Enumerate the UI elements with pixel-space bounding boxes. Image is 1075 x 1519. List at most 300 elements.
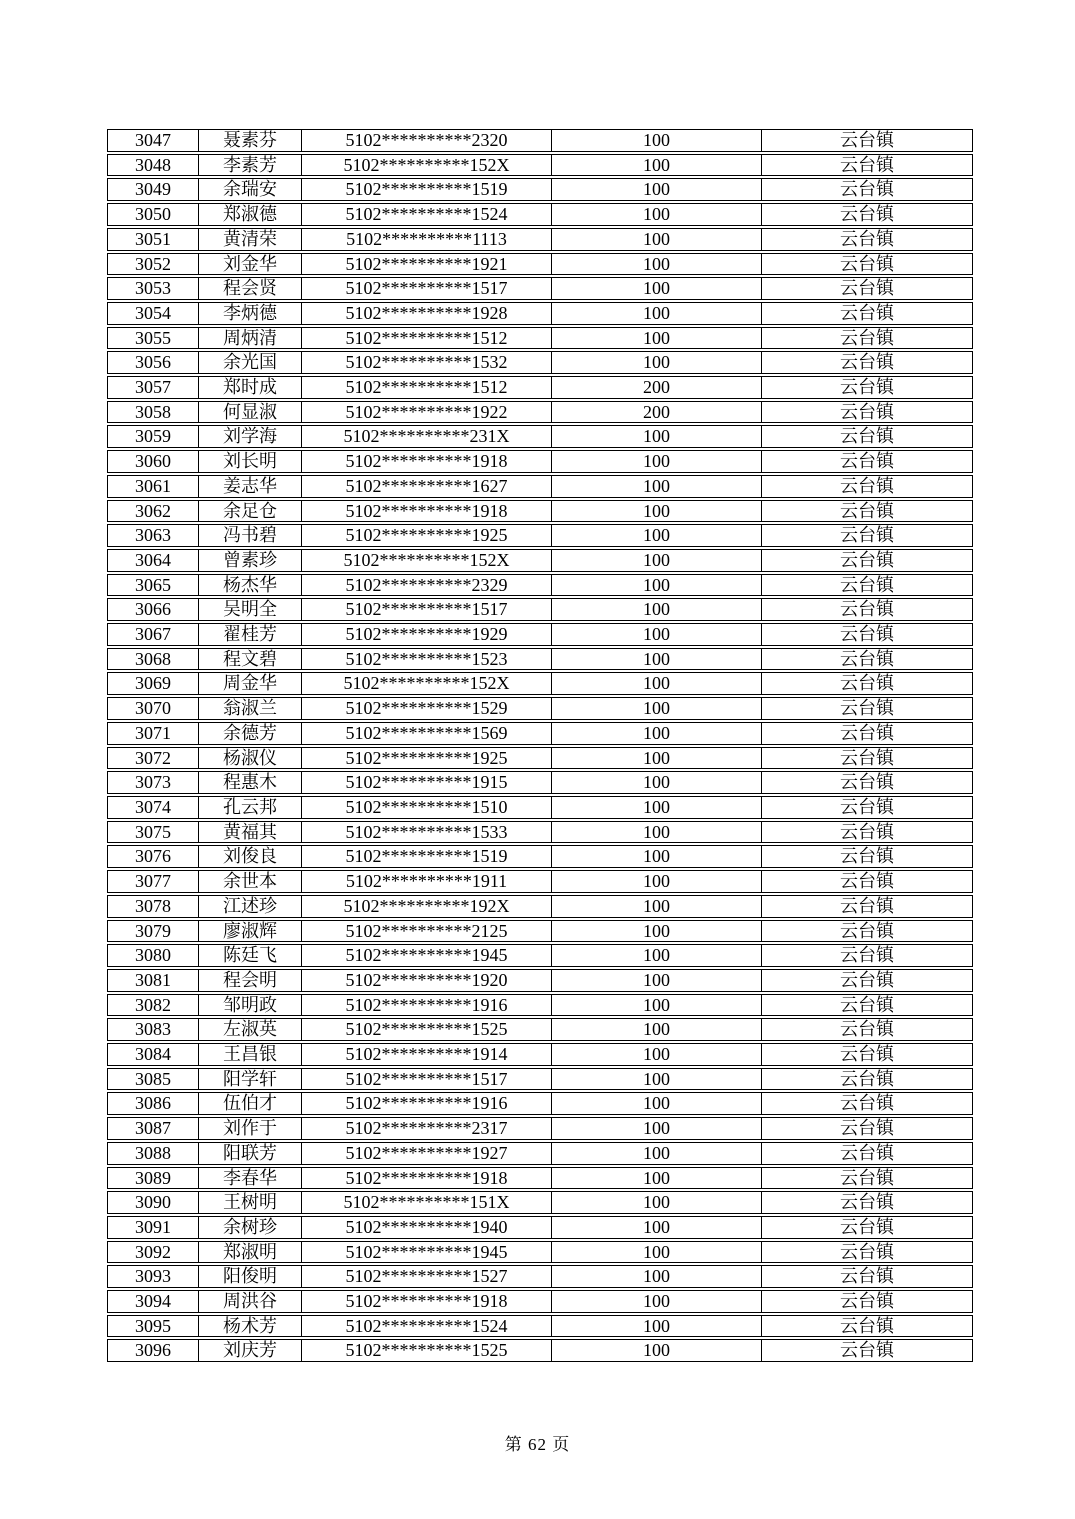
cell-index: 3090 bbox=[107, 1191, 199, 1214]
cell-id-number: 5102**********1525 bbox=[302, 1018, 552, 1041]
cell-amount: 100 bbox=[552, 1068, 762, 1091]
cell-name: 王昌银 bbox=[199, 1043, 302, 1066]
cell-id-number: 5102**********1921 bbox=[302, 253, 552, 276]
cell-town: 云台镇 bbox=[762, 1117, 973, 1140]
cell-name: 杨淑仪 bbox=[199, 747, 302, 770]
cell-name: 余瑞安 bbox=[199, 178, 302, 201]
cell-name: 郑淑德 bbox=[199, 203, 302, 226]
cell-amount: 100 bbox=[552, 129, 762, 152]
cell-name: 李炳德 bbox=[199, 302, 302, 325]
cell-index: 3052 bbox=[107, 253, 199, 276]
cell-amount: 100 bbox=[552, 1216, 762, 1239]
cell-town: 云台镇 bbox=[762, 1290, 973, 1313]
cell-index: 3095 bbox=[107, 1315, 199, 1338]
cell-name: 孔云邦 bbox=[199, 796, 302, 819]
cell-index: 3081 bbox=[107, 969, 199, 992]
cell-id-number: 5102**********1914 bbox=[302, 1043, 552, 1066]
cell-town: 云台镇 bbox=[762, 1142, 973, 1165]
cell-id-number: 5102**********1527 bbox=[302, 1265, 552, 1288]
cell-id-number: 5102**********1945 bbox=[302, 1241, 552, 1264]
cell-amount: 100 bbox=[552, 228, 762, 251]
cell-id-number: 5102**********1510 bbox=[302, 796, 552, 819]
cell-amount: 100 bbox=[552, 1290, 762, 1313]
cell-index: 3075 bbox=[107, 821, 199, 844]
cell-index: 3087 bbox=[107, 1117, 199, 1140]
cell-name: 黄福其 bbox=[199, 821, 302, 844]
cell-town: 云台镇 bbox=[762, 895, 973, 918]
table-row bbox=[107, 253, 973, 276]
cell-amount: 100 bbox=[552, 302, 762, 325]
cell-town: 云台镇 bbox=[762, 845, 973, 868]
cell-name: 杨杰华 bbox=[199, 574, 302, 597]
cell-amount: 100 bbox=[552, 944, 762, 967]
cell-id-number: 5102**********1524 bbox=[302, 203, 552, 226]
table-row bbox=[107, 450, 973, 473]
cell-amount: 200 bbox=[552, 376, 762, 399]
table-row bbox=[107, 1315, 973, 1338]
cell-town: 云台镇 bbox=[762, 672, 973, 695]
table-row bbox=[107, 228, 973, 251]
cell-name: 聂素芬 bbox=[199, 129, 302, 152]
table-row bbox=[107, 1216, 973, 1239]
cell-index: 3064 bbox=[107, 549, 199, 572]
cell-id-number: 5102**********1925 bbox=[302, 524, 552, 547]
cell-id-number: 5102**********1916 bbox=[302, 994, 552, 1017]
cell-amount: 200 bbox=[552, 401, 762, 424]
cell-name: 王树明 bbox=[199, 1191, 302, 1214]
cell-amount: 100 bbox=[552, 845, 762, 868]
cell-id-number: 5102**********152X bbox=[302, 672, 552, 695]
cell-name: 周炳清 bbox=[199, 327, 302, 350]
cell-amount: 100 bbox=[552, 277, 762, 300]
cell-town: 云台镇 bbox=[762, 598, 973, 621]
cell-index: 3060 bbox=[107, 450, 199, 473]
table-row bbox=[107, 598, 973, 621]
cell-id-number: 5102**********1915 bbox=[302, 771, 552, 794]
table-row bbox=[107, 796, 973, 819]
cell-amount: 100 bbox=[552, 475, 762, 498]
table-row bbox=[107, 821, 973, 844]
cell-id-number: 5102**********1512 bbox=[302, 376, 552, 399]
cell-name: 阳学轩 bbox=[199, 1068, 302, 1091]
cell-index: 3049 bbox=[107, 178, 199, 201]
cell-index: 3079 bbox=[107, 920, 199, 943]
cell-town: 云台镇 bbox=[762, 1339, 973, 1362]
cell-id-number: 5102**********1517 bbox=[302, 598, 552, 621]
cell-index: 3082 bbox=[107, 994, 199, 1017]
cell-id-number: 5102**********1533 bbox=[302, 821, 552, 844]
cell-amount: 100 bbox=[552, 920, 762, 943]
cell-town: 云台镇 bbox=[762, 648, 973, 671]
cell-name: 翟桂芳 bbox=[199, 623, 302, 646]
cell-town: 云台镇 bbox=[762, 771, 973, 794]
cell-index: 3047 bbox=[107, 129, 199, 152]
table-row bbox=[107, 351, 973, 374]
cell-town: 云台镇 bbox=[762, 1018, 973, 1041]
cell-town: 云台镇 bbox=[762, 154, 973, 177]
cell-index: 3053 bbox=[107, 277, 199, 300]
cell-id-number: 5102**********2317 bbox=[302, 1117, 552, 1140]
cell-amount: 100 bbox=[552, 796, 762, 819]
cell-index: 3076 bbox=[107, 845, 199, 868]
cell-name: 江述珍 bbox=[199, 895, 302, 918]
cell-index: 3093 bbox=[107, 1265, 199, 1288]
payment-roster-body bbox=[107, 129, 973, 1362]
cell-index: 3074 bbox=[107, 796, 199, 819]
cell-amount: 100 bbox=[552, 1018, 762, 1041]
table-row bbox=[107, 376, 973, 399]
cell-amount: 100 bbox=[552, 1241, 762, 1264]
cell-town: 云台镇 bbox=[762, 920, 973, 943]
cell-amount: 100 bbox=[552, 870, 762, 893]
cell-index: 3091 bbox=[107, 1216, 199, 1239]
cell-name: 左淑英 bbox=[199, 1018, 302, 1041]
table-row bbox=[107, 920, 973, 943]
cell-town: 云台镇 bbox=[762, 944, 973, 967]
cell-town: 云台镇 bbox=[762, 327, 973, 350]
cell-amount: 100 bbox=[552, 351, 762, 374]
cell-id-number: 5102**********1927 bbox=[302, 1142, 552, 1165]
cell-amount: 100 bbox=[552, 623, 762, 646]
cell-town: 云台镇 bbox=[762, 425, 973, 448]
cell-town: 云台镇 bbox=[762, 549, 973, 572]
cell-id-number: 5102**********1925 bbox=[302, 747, 552, 770]
cell-amount: 100 bbox=[552, 524, 762, 547]
cell-name: 刘金华 bbox=[199, 253, 302, 276]
table-row bbox=[107, 1117, 973, 1140]
cell-amount: 100 bbox=[552, 771, 762, 794]
table-row bbox=[107, 994, 973, 1017]
table-row bbox=[107, 870, 973, 893]
table-row bbox=[107, 1290, 973, 1313]
cell-name: 余足仓 bbox=[199, 500, 302, 523]
cell-id-number: 5102**********1916 bbox=[302, 1092, 552, 1115]
cell-id-number: 5102**********1523 bbox=[302, 648, 552, 671]
cell-name: 刘庆芳 bbox=[199, 1339, 302, 1362]
cell-amount: 100 bbox=[552, 969, 762, 992]
cell-id-number: 5102**********1940 bbox=[302, 1216, 552, 1239]
cell-name: 何显淑 bbox=[199, 401, 302, 424]
cell-name: 伍伯才 bbox=[199, 1092, 302, 1115]
table-row bbox=[107, 648, 973, 671]
cell-name: 周洪谷 bbox=[199, 1290, 302, 1313]
table-row bbox=[107, 1142, 973, 1165]
cell-id-number: 5102**********1918 bbox=[302, 1290, 552, 1313]
cell-amount: 100 bbox=[552, 1117, 762, 1140]
payment-roster-table bbox=[107, 127, 973, 1364]
cell-id-number: 5102**********152X bbox=[302, 154, 552, 177]
cell-id-number: 5102**********1529 bbox=[302, 697, 552, 720]
cell-amount: 100 bbox=[552, 1142, 762, 1165]
cell-amount: 100 bbox=[552, 598, 762, 621]
table-row bbox=[107, 1339, 973, 1362]
cell-town: 云台镇 bbox=[762, 129, 973, 152]
table-row bbox=[107, 771, 973, 794]
cell-index: 3094 bbox=[107, 1290, 199, 1313]
table-row bbox=[107, 327, 973, 350]
cell-town: 云台镇 bbox=[762, 475, 973, 498]
cell-name: 余德芳 bbox=[199, 722, 302, 745]
cell-name: 李春华 bbox=[199, 1167, 302, 1190]
cell-id-number: 5102**********1627 bbox=[302, 475, 552, 498]
table-row bbox=[107, 500, 973, 523]
cell-index: 3080 bbox=[107, 944, 199, 967]
cell-index: 3092 bbox=[107, 1241, 199, 1264]
cell-amount: 100 bbox=[552, 154, 762, 177]
cell-index: 3071 bbox=[107, 722, 199, 745]
cell-index: 3089 bbox=[107, 1167, 199, 1190]
cell-index: 3057 bbox=[107, 376, 199, 399]
cell-name: 阳联芳 bbox=[199, 1142, 302, 1165]
cell-name: 李素芳 bbox=[199, 154, 302, 177]
cell-amount: 100 bbox=[552, 1265, 762, 1288]
cell-name: 黄清荣 bbox=[199, 228, 302, 251]
cell-id-number: 5102**********1519 bbox=[302, 178, 552, 201]
cell-town: 云台镇 bbox=[762, 1068, 973, 1091]
cell-town: 云台镇 bbox=[762, 574, 973, 597]
table-row bbox=[107, 401, 973, 424]
cell-id-number: 5102**********1911 bbox=[302, 870, 552, 893]
cell-amount: 100 bbox=[552, 203, 762, 226]
cell-name: 刘长明 bbox=[199, 450, 302, 473]
cell-id-number: 5102**********192X bbox=[302, 895, 552, 918]
cell-town: 云台镇 bbox=[762, 1315, 973, 1338]
cell-town: 云台镇 bbox=[762, 1216, 973, 1239]
cell-town: 云台镇 bbox=[762, 1191, 973, 1214]
cell-town: 云台镇 bbox=[762, 747, 973, 770]
cell-town: 云台镇 bbox=[762, 178, 973, 201]
cell-name: 翁淑兰 bbox=[199, 697, 302, 720]
cell-index: 3096 bbox=[107, 1339, 199, 1362]
cell-town: 云台镇 bbox=[762, 277, 973, 300]
cell-index: 3068 bbox=[107, 648, 199, 671]
cell-name: 余世本 bbox=[199, 870, 302, 893]
table-row bbox=[107, 475, 973, 498]
cell-id-number: 5102**********1517 bbox=[302, 1068, 552, 1091]
cell-amount: 100 bbox=[552, 549, 762, 572]
cell-amount: 100 bbox=[552, 450, 762, 473]
cell-town: 云台镇 bbox=[762, 796, 973, 819]
cell-index: 3051 bbox=[107, 228, 199, 251]
cell-amount: 100 bbox=[552, 672, 762, 695]
table-row bbox=[107, 722, 973, 745]
table-row bbox=[107, 1018, 973, 1041]
cell-index: 3054 bbox=[107, 302, 199, 325]
cell-town: 云台镇 bbox=[762, 994, 973, 1017]
cell-amount: 100 bbox=[552, 1315, 762, 1338]
cell-amount: 100 bbox=[552, 574, 762, 597]
cell-town: 云台镇 bbox=[762, 351, 973, 374]
cell-name: 程会明 bbox=[199, 969, 302, 992]
table-row bbox=[107, 425, 973, 448]
cell-id-number: 5102**********1918 bbox=[302, 1167, 552, 1190]
cell-amount: 100 bbox=[552, 1339, 762, 1362]
cell-amount: 100 bbox=[552, 747, 762, 770]
table-row bbox=[107, 944, 973, 967]
cell-name: 刘作于 bbox=[199, 1117, 302, 1140]
table-row bbox=[107, 203, 973, 226]
cell-name: 程惠木 bbox=[199, 771, 302, 794]
cell-town: 云台镇 bbox=[762, 821, 973, 844]
cell-id-number: 5102**********1918 bbox=[302, 450, 552, 473]
table-row bbox=[107, 154, 973, 177]
cell-town: 云台镇 bbox=[762, 524, 973, 547]
cell-name: 吴明全 bbox=[199, 598, 302, 621]
cell-name: 邹明政 bbox=[199, 994, 302, 1017]
cell-name: 郑淑明 bbox=[199, 1241, 302, 1264]
cell-id-number: 5102**********1512 bbox=[302, 327, 552, 350]
cell-id-number: 5102**********1517 bbox=[302, 277, 552, 300]
cell-town: 云台镇 bbox=[762, 969, 973, 992]
table-row bbox=[107, 969, 973, 992]
cell-index: 3086 bbox=[107, 1092, 199, 1115]
cell-id-number: 5102**********1918 bbox=[302, 500, 552, 523]
cell-name: 阳俊明 bbox=[199, 1265, 302, 1288]
cell-name: 杨术芳 bbox=[199, 1315, 302, 1338]
cell-amount: 100 bbox=[552, 327, 762, 350]
cell-town: 云台镇 bbox=[762, 302, 973, 325]
cell-town: 云台镇 bbox=[762, 697, 973, 720]
cell-name: 郑时成 bbox=[199, 376, 302, 399]
cell-index: 3083 bbox=[107, 1018, 199, 1041]
cell-id-number: 5102**********2329 bbox=[302, 574, 552, 597]
cell-name: 刘俊良 bbox=[199, 845, 302, 868]
cell-town: 云台镇 bbox=[762, 722, 973, 745]
cell-town: 云台镇 bbox=[762, 401, 973, 424]
table-row bbox=[107, 1043, 973, 1066]
cell-town: 云台镇 bbox=[762, 623, 973, 646]
cell-name: 陈廷飞 bbox=[199, 944, 302, 967]
cell-index: 3056 bbox=[107, 351, 199, 374]
cell-id-number: 5102**********1532 bbox=[302, 351, 552, 374]
cell-name: 刘学海 bbox=[199, 425, 302, 448]
table-row bbox=[107, 1265, 973, 1288]
table-row bbox=[107, 1092, 973, 1115]
cell-id-number: 5102**********1525 bbox=[302, 1339, 552, 1362]
cell-index: 3085 bbox=[107, 1068, 199, 1091]
cell-name: 周金华 bbox=[199, 672, 302, 695]
table-row bbox=[107, 277, 973, 300]
cell-index: 3067 bbox=[107, 623, 199, 646]
cell-name: 余光国 bbox=[199, 351, 302, 374]
cell-name: 程文碧 bbox=[199, 648, 302, 671]
cell-index: 3072 bbox=[107, 747, 199, 770]
cell-index: 3066 bbox=[107, 598, 199, 621]
cell-index: 3063 bbox=[107, 524, 199, 547]
cell-id-number: 5102**********231X bbox=[302, 425, 552, 448]
cell-amount: 100 bbox=[552, 1092, 762, 1115]
cell-name: 姜志华 bbox=[199, 475, 302, 498]
cell-town: 云台镇 bbox=[762, 376, 973, 399]
cell-index: 3073 bbox=[107, 771, 199, 794]
cell-index: 3069 bbox=[107, 672, 199, 695]
cell-amount: 100 bbox=[552, 821, 762, 844]
cell-name: 余树珍 bbox=[199, 1216, 302, 1239]
cell-index: 3078 bbox=[107, 895, 199, 918]
cell-amount: 100 bbox=[552, 1191, 762, 1214]
cell-amount: 100 bbox=[552, 500, 762, 523]
cell-index: 3062 bbox=[107, 500, 199, 523]
table-row bbox=[107, 178, 973, 201]
table-row bbox=[107, 845, 973, 868]
cell-amount: 100 bbox=[552, 425, 762, 448]
cell-name: 曾素珍 bbox=[199, 549, 302, 572]
cell-town: 云台镇 bbox=[762, 253, 973, 276]
table-row bbox=[107, 623, 973, 646]
cell-index: 3048 bbox=[107, 154, 199, 177]
cell-index: 3055 bbox=[107, 327, 199, 350]
cell-id-number: 5102**********1922 bbox=[302, 401, 552, 424]
table-row bbox=[107, 1167, 973, 1190]
cell-index: 3070 bbox=[107, 697, 199, 720]
cell-town: 云台镇 bbox=[762, 1265, 973, 1288]
cell-index: 3059 bbox=[107, 425, 199, 448]
cell-amount: 100 bbox=[552, 253, 762, 276]
page-number-footer: 第 62 页 bbox=[504, 1435, 571, 1454]
table-row bbox=[107, 524, 973, 547]
cell-id-number: 5102**********1929 bbox=[302, 623, 552, 646]
cell-amount: 100 bbox=[552, 722, 762, 745]
cell-id-number: 5102**********1569 bbox=[302, 722, 552, 745]
cell-id-number: 5102**********1928 bbox=[302, 302, 552, 325]
cell-id-number: 5102**********152X bbox=[302, 549, 552, 572]
table-row bbox=[107, 574, 973, 597]
cell-id-number: 5102**********1519 bbox=[302, 845, 552, 868]
cell-name: 程会贤 bbox=[199, 277, 302, 300]
cell-id-number: 5102**********151X bbox=[302, 1191, 552, 1214]
cell-index: 3065 bbox=[107, 574, 199, 597]
cell-amount: 100 bbox=[552, 1043, 762, 1066]
cell-index: 3084 bbox=[107, 1043, 199, 1066]
cell-id-number: 5102**********1945 bbox=[302, 944, 552, 967]
cell-index: 3088 bbox=[107, 1142, 199, 1165]
cell-town: 云台镇 bbox=[762, 1241, 973, 1264]
cell-town: 云台镇 bbox=[762, 870, 973, 893]
cell-name: 廖淑辉 bbox=[199, 920, 302, 943]
table-row bbox=[107, 747, 973, 770]
cell-amount: 100 bbox=[552, 895, 762, 918]
table-row bbox=[107, 129, 973, 152]
cell-town: 云台镇 bbox=[762, 450, 973, 473]
cell-id-number: 5102**********1113 bbox=[302, 228, 552, 251]
table-row bbox=[107, 895, 973, 918]
cell-amount: 100 bbox=[552, 648, 762, 671]
cell-amount: 100 bbox=[552, 178, 762, 201]
cell-town: 云台镇 bbox=[762, 1167, 973, 1190]
cell-id-number: 5102**********2125 bbox=[302, 920, 552, 943]
cell-id-number: 5102**********1524 bbox=[302, 1315, 552, 1338]
table-row bbox=[107, 549, 973, 572]
cell-amount: 100 bbox=[552, 1167, 762, 1190]
cell-town: 云台镇 bbox=[762, 203, 973, 226]
table-row bbox=[107, 672, 973, 695]
cell-id-number: 5102**********1920 bbox=[302, 969, 552, 992]
cell-town: 云台镇 bbox=[762, 228, 973, 251]
cell-name: 冯书碧 bbox=[199, 524, 302, 547]
cell-index: 3058 bbox=[107, 401, 199, 424]
table-row bbox=[107, 302, 973, 325]
cell-index: 3061 bbox=[107, 475, 199, 498]
table-row bbox=[107, 1241, 973, 1264]
cell-id-number: 5102**********2320 bbox=[302, 129, 552, 152]
cell-index: 3077 bbox=[107, 870, 199, 893]
cell-town: 云台镇 bbox=[762, 500, 973, 523]
table-row bbox=[107, 697, 973, 720]
cell-amount: 100 bbox=[552, 994, 762, 1017]
table-row bbox=[107, 1068, 973, 1091]
cell-town: 云台镇 bbox=[762, 1092, 973, 1115]
table-row bbox=[107, 1191, 973, 1214]
